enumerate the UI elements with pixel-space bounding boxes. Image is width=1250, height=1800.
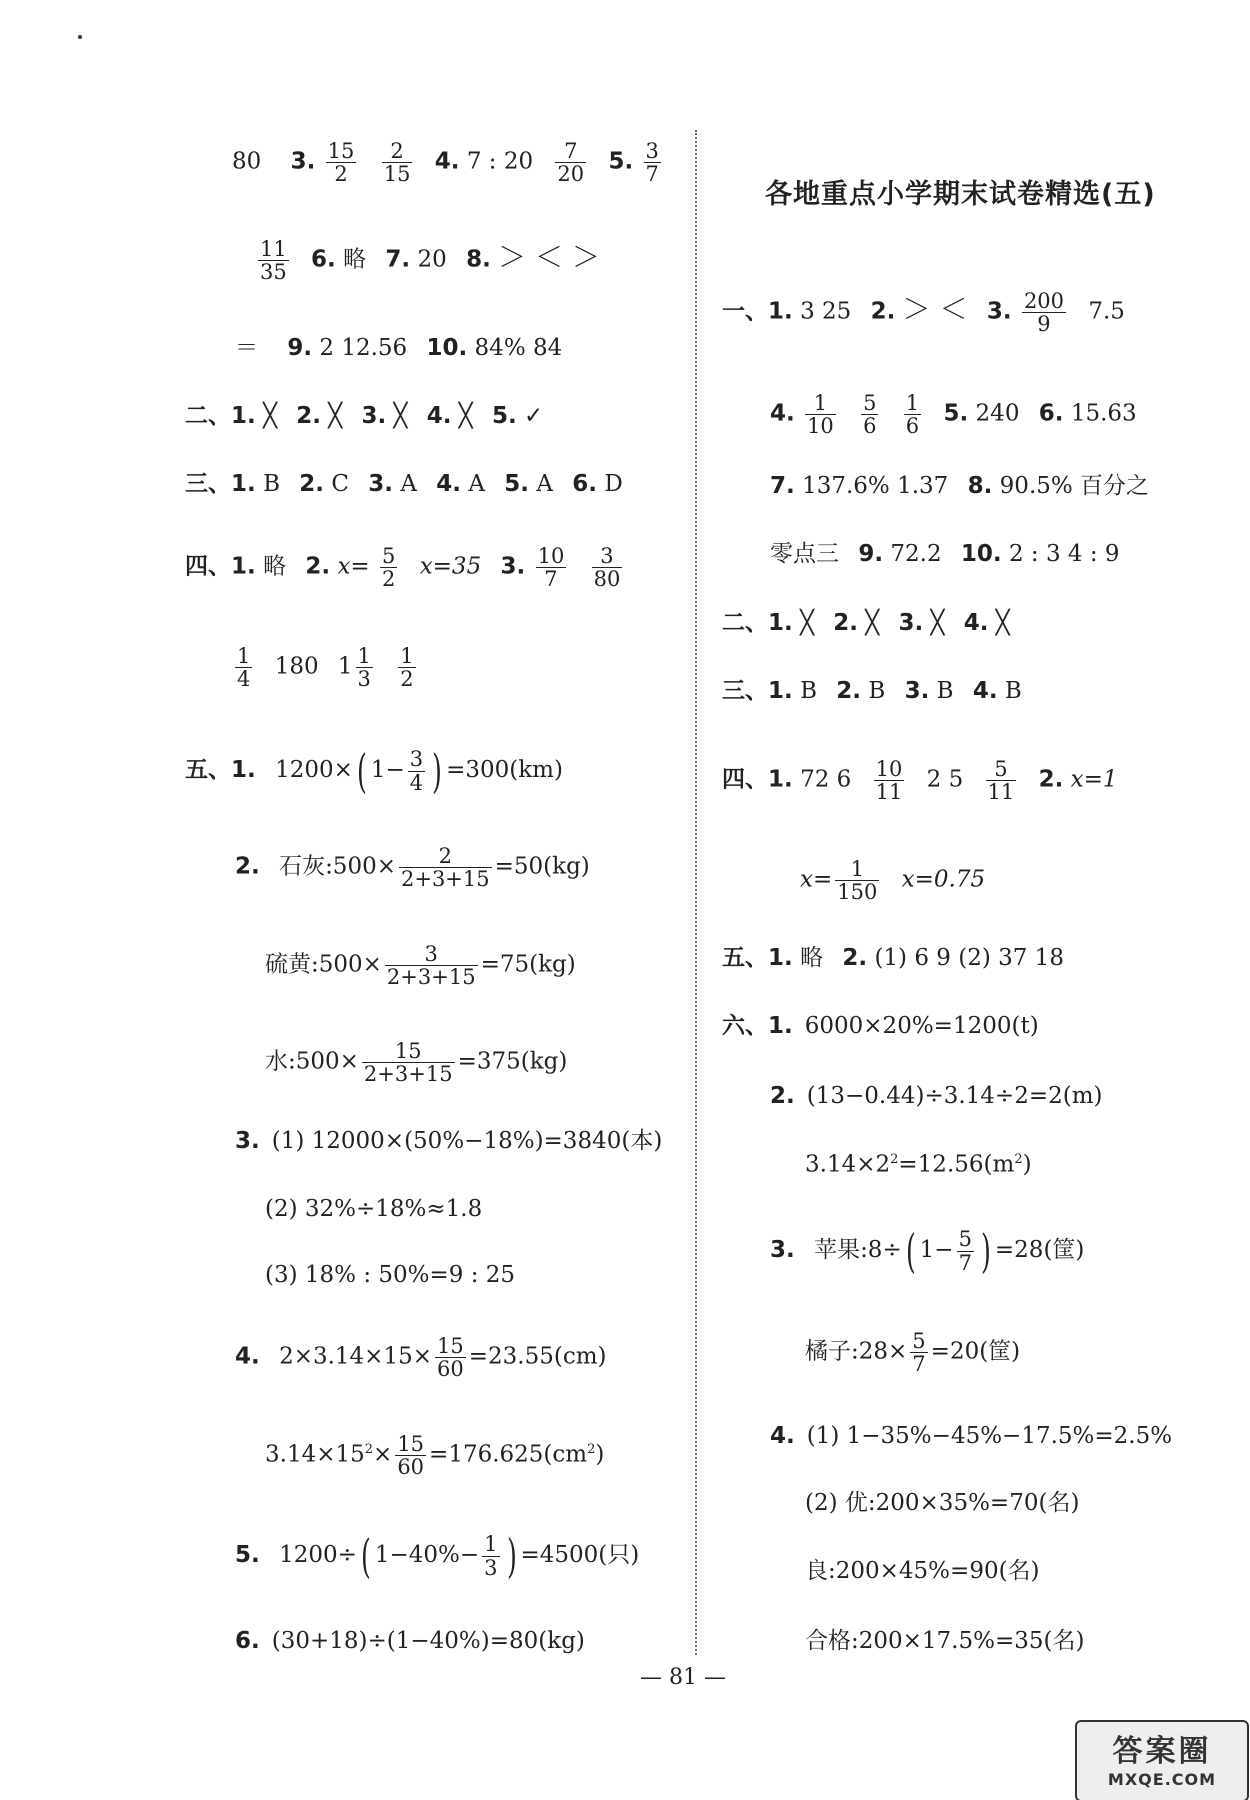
right-line-3: 7. 137.6% 1.37 8. 90.5% 百分之 (770, 473, 1150, 499)
right-line-18: 合格:200×17.5%=35(名) (805, 1628, 1085, 1654)
right-line-2: 4. $\frac{1}{10}$ $\frac{5}{6}$ $\frac{1}{6}$ 5. 240 6. 15.63 (770, 391, 1137, 439)
fraction: $\frac{1}{4}$ (237, 644, 251, 692)
right-line-17: 良:200×45%=90(名) (805, 1558, 1040, 1584)
fraction: $\frac{1}{3}$ (484, 1532, 498, 1580)
speck (78, 35, 82, 39)
left-line-10: 硫黄:500× $\frac{3}{2+3+15}$ =75(kg) (265, 942, 576, 990)
fraction: $\frac{5}{2}$ (382, 544, 396, 592)
column-divider (695, 130, 697, 1655)
right-line-8: x= $\frac{1}{150}$ x=0.75 (800, 857, 986, 905)
fraction: $\frac{2}{15}$ (383, 139, 411, 187)
left-line-5: 三、1. B 2. C 3. A 4. A 5. A 6. D (185, 471, 623, 497)
left-line-6: 四、1. 略 2. x= $\frac{5}{2}$ x=35 3. $\frac{10}{7}$ $\frac{3}{80}$ (185, 544, 621, 592)
fraction: $\frac{1}{150}$ (837, 857, 878, 905)
left-line-1: 80 3. $\frac{15}{2}$ $\frac{2}{15}$ 4. 7 : 20 $\frac{7}{20}$ 5. $\frac{3}{7}$ (232, 139, 659, 187)
watermark-logo: 答案圈 MXQE.COM (1075, 1720, 1249, 1800)
fraction: $\frac{1}{6}$ (905, 391, 920, 439)
fraction: $\frac{15}{60}$ (397, 1432, 425, 1480)
right-line-11: 2. (13−0.44)÷3.14÷2=2(m) (770, 1083, 1103, 1109)
fraction: $\frac{1}{10}$ (807, 391, 834, 439)
fraction: $\frac{5}{7}$ (958, 1227, 972, 1275)
fraction: $\frac{15}{2}$ (327, 139, 355, 187)
left-line-4: 二、1. ╳ 2. ╳ 3. ╳ 4. ╳ 5. ✓ (185, 403, 544, 429)
right-line-6: 三、1. B 2. B 3. B 4. B (722, 678, 1022, 704)
left-line-8: 五、1. 1200×( 1− $\frac{3}{4}$ ) =300(km) (185, 744, 563, 798)
fraction: $\frac{11}{35}$ (260, 237, 287, 285)
right-line-7: 四、1. 72 6 $\frac{10}{11}$ 2 5 $\frac{5}{11}$ 2. x=1 (722, 757, 1118, 805)
right-line-13: 3. 苹果:8÷( 1− $\frac{5}{7}$ ) =28(筐) (770, 1224, 1085, 1278)
fraction: $\frac{15}{2+3+15}$ (363, 1039, 453, 1087)
fraction: $\frac{7}{20}$ (557, 139, 585, 187)
fraction: $\frac{5}{11}$ (987, 757, 1015, 805)
left-line-15: 4. 2×3.14×15× $\frac{15}{60}$ =23.55(cm) (235, 1334, 607, 1382)
right-line-15: 4. (1) 1−35%−45%−17.5%=2.5% (770, 1423, 1173, 1449)
fraction: $\frac{5}{7}$ (912, 1329, 926, 1377)
left-line-11: 水:500× $\frac{15}{2+3+15}$ =375(kg) (265, 1039, 568, 1087)
left-line-7: $\frac{1}{4}$ 180 1 $\frac{1}{3}$ $\frac{1}{2}$ (237, 644, 414, 692)
fraction: $\frac{15}{60}$ (437, 1334, 464, 1382)
fraction: $\frac{200}{9}$ (1023, 289, 1065, 337)
right-line-16: (2) 优:200×35%=70(名) (805, 1490, 1080, 1516)
fraction: $\frac{10}{7}$ (537, 544, 565, 592)
left-line-13: (2) 32%÷18%≈1.8 (265, 1196, 483, 1222)
fraction: $\frac{1}{2}$ (400, 644, 414, 692)
left-line-9: 2. 石灰:500× $\frac{2}{2+3+15}$ =50(kg) (235, 844, 590, 892)
left-line-18: 6. (30+18)÷(1−40%)=80(kg) (235, 1628, 585, 1654)
left-line-3: ＝ 9. 2 12.56 10. 84% 84 (235, 335, 563, 361)
left-line-14: (3) 18% : 50%=9 : 25 (265, 1262, 516, 1288)
fraction: $\frac{3}{7}$ (645, 139, 659, 187)
left-line-16: $3.14\times 15^2\times$ $\frac{15}{60}$ $=176.625(cm^2)$ (265, 1432, 605, 1480)
right-line-9: 五、1. 略 2. (1) 6 9 (2) 37 18 (722, 945, 1064, 971)
fraction: $\frac{3}{4}$ (409, 747, 424, 795)
right-line-14: 橘子:28× $\frac{5}{7}$ =20(筐) (805, 1329, 1021, 1377)
right-line-10: 六、1. 6000×20%=1200(t) (722, 1013, 1039, 1039)
fraction: $\frac{5}{6}$ (863, 391, 877, 439)
fraction: $\frac{3}{2+3+15}$ (386, 942, 476, 990)
fraction: $\frac{1}{3}$ (357, 644, 371, 692)
page-number: — 81 — (640, 1665, 726, 1690)
left-line-17: 5. 1200÷( 1−40%− $\frac{1}{3}$ ) =4500(只) (235, 1529, 640, 1583)
right-line-12: $3.14\times 2^2=12.56(m^2)$ (805, 1151, 1032, 1178)
left-line-12: 3. (1) 12000×(50%−18%)=3840(本) (235, 1128, 663, 1154)
section-title: 各地重点小学期末试卷精选(五) (765, 179, 1156, 210)
left-line-2: $\frac{11}{35}$ 6. 略 7. 20 8. ＞ ＜ ＞ (260, 237, 600, 285)
right-line-1: 一、1. 3 25 2. ＞ ＜ 3. $\frac{200}{9}$ 7.5 (722, 289, 1125, 337)
fraction: $\frac{2}{2+3+15}$ (400, 844, 490, 892)
right-line-4: 零点三 9. 72.2 10. 2 : 3 4 : 9 (770, 541, 1120, 567)
right-line-5: 二、1. ╳ 2. ╳ 3. ╳ 4. ╳ (722, 610, 1010, 636)
fraction: $\frac{10}{11}$ (875, 757, 903, 805)
fraction: $\frac{3}{80}$ (593, 544, 621, 592)
